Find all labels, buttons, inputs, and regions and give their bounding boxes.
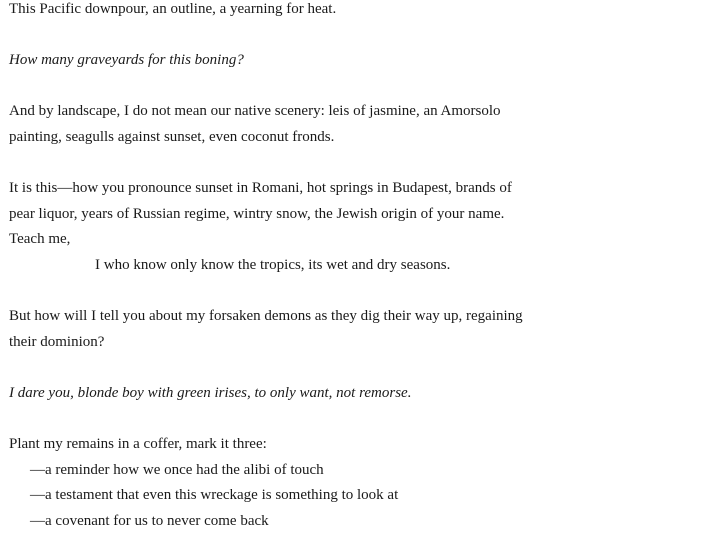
stanza-break	[9, 74, 699, 100]
stanza-break	[9, 279, 699, 305]
stanza-break	[9, 151, 699, 177]
poem-line: And by landscape, I do not mean our native scenery: leis of jasmine, an Amorsolo	[9, 103, 501, 120]
poem-line: But how will I tell you about my forsaken demons as they dig their way up, regaining	[9, 308, 523, 325]
poem-line: It is this—how you pronounce sunset in Romani, hot springs in Budapest, brands of	[9, 180, 512, 197]
stanza-break	[9, 23, 699, 49]
poem-line: pear liquor, years of Russian regime, wintry snow, the Jewish origin of your name.	[9, 205, 505, 222]
stanza-break	[9, 355, 699, 381]
poem-line-indented: I who know only know the tropics, its wet and dry seasons.	[95, 256, 451, 273]
poem-line: Plant my remains in a coffer, mark it three:	[9, 436, 267, 453]
poem-body	[9, 0, 699, 534]
poem-line: their dominion?	[9, 333, 105, 350]
poem-line-italic: How many graveyards for this boning?	[9, 52, 244, 69]
poem-list-item: —a reminder how we once had the alibi of touch	[30, 461, 324, 478]
poem-list-item: —a covenant for us to never come back	[30, 512, 269, 529]
stanza-break	[9, 407, 699, 433]
poem-line: This Pacific downpour, an outline, a yearning for heat.	[9, 1, 337, 17]
poem-line-italic: I dare you, blonde boy with green irises, to only want, not remorse.	[9, 384, 412, 401]
poem-list-item: —a testament that even this wreckage is something to look at	[30, 487, 399, 504]
poem-line: painting, seagulls against sunset, even coconut fronds.	[9, 128, 335, 145]
poem-line: Teach me,	[9, 231, 71, 248]
